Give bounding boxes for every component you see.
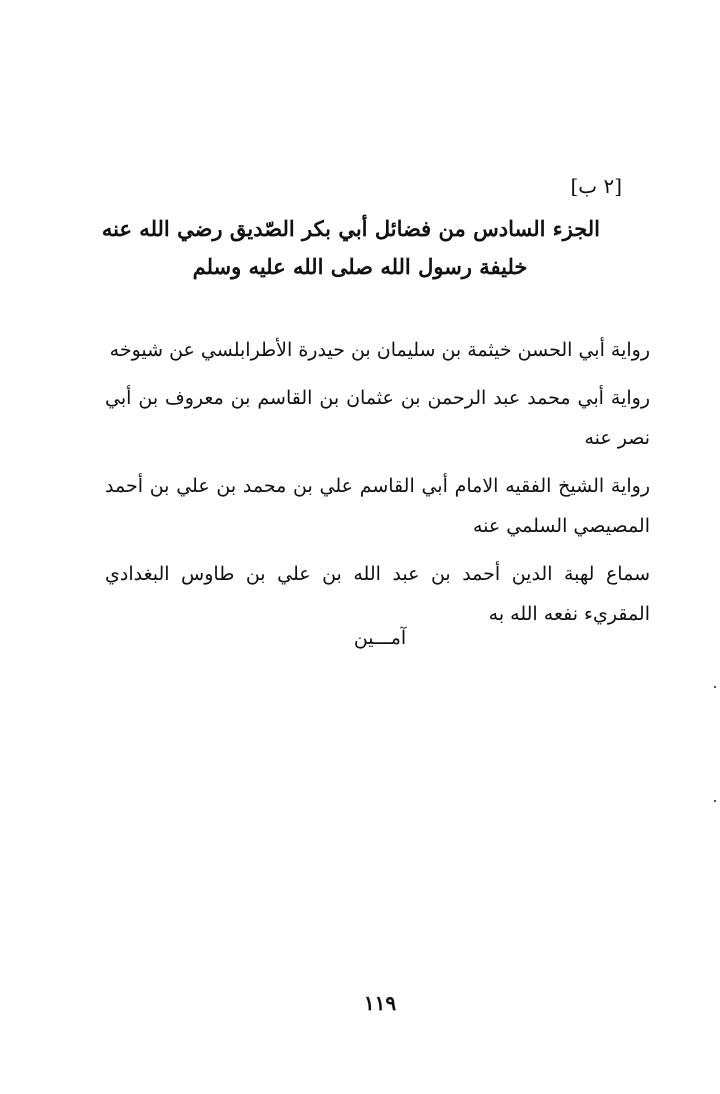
page-number: ١١٩ [363, 991, 397, 1015]
paragraph-riwaya-abd-al-rahman: رواية أبي محمد عبد الرحمن بن عثمان بن القاسم بن معروف بن أبي نصر عنه [105, 387, 650, 449]
scan-speck [714, 686, 716, 688]
title-block [101, 210, 600, 286]
scan-speck [714, 800, 716, 802]
title-line-2: خليفة رسول الله صلى الله عليه وسلم [192, 254, 528, 279]
transmission-chain [105, 330, 650, 642]
folio-marker: [٢ ب] [570, 174, 622, 198]
title-line-1: الجزء السادس من فضائل أبي بكر الصّديق رضي الله عنه [101, 216, 600, 241]
paragraph-riwaya-al-massisi: رواية الشيخ الفقيه الامام أبي القاسم علي بن محمد بن علي بن أحمد المصيصي السلمي عنه [105, 475, 650, 537]
paragraph-riwaya-khaythama: رواية أبي الحسن خيثمة بن سليمان بن حيدرة الأطرابلسي عن شيوخه [109, 339, 650, 361]
paragraph-sama-hibat-al-din: سماع لهبة الدين أحمد بن عبد الله بن علي بن طاوس البغدادي المقريء نفعه الله به [105, 563, 650, 625]
closing-amin: آمـــين [353, 627, 407, 649]
